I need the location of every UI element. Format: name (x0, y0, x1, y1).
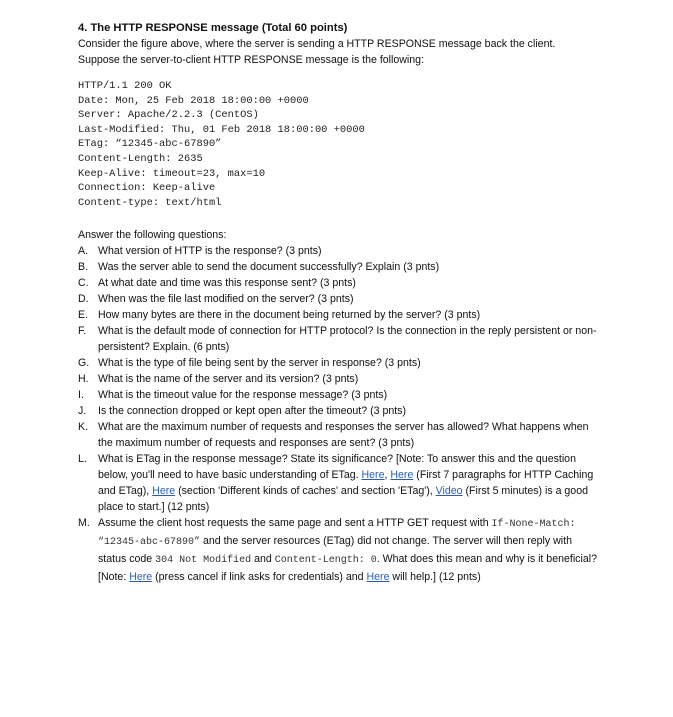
question-letter: K. (78, 421, 89, 434)
code-line: Server: Apache/2.2.3 (CentOS) (78, 109, 259, 122)
question-text: , (384, 469, 391, 482)
note-here-link-2[interactable]: Here (366, 571, 390, 584)
question-text: Is the connection dropped or kept open after the timeout? (3 pnts) (98, 405, 406, 418)
question-item-304 (78, 515, 598, 585)
question-text: will help.] (12 pnts) (389, 571, 481, 584)
http-response-code-block (78, 79, 598, 210)
answer-heading: Answer the following questions: (78, 229, 227, 242)
section-title: 4. The HTTP RESPONSE message (Total 60 points) (78, 22, 348, 34)
code-line: Keep-Alive: timeout=23, max=10 (78, 167, 266, 180)
intro-line: Consider the figure above, where the server is sending a HTTP RESPONSE message back the client. (78, 38, 556, 50)
question-text: What is the timeout value for the response message? (3 pnts) (98, 389, 388, 402)
etag-here-link-1[interactable]: Here (361, 469, 385, 482)
intro-line: Suppose the server-to-client HTTP RESPONSE message is the following: (78, 54, 425, 66)
question-item (78, 275, 598, 291)
etag-here-link-3[interactable]: Here (152, 485, 176, 498)
question-item (78, 259, 598, 275)
question-letter: F. (78, 325, 87, 338)
question-text: How many bytes are there in the document being returned by the server? (3 pnts) (98, 309, 481, 322)
question-item (78, 403, 598, 419)
question-letter: D. (78, 293, 89, 306)
code-line: Connection: Keep-alive (78, 182, 216, 195)
question-text: (section 'Different kinds of caches' and section 'ETag'), (175, 485, 436, 498)
question-text: When was the file last modified on the server? (3 pnts) (98, 293, 354, 306)
question-text: (First 7 paragraphs for HTTP Caching and ETag), (98, 469, 594, 498)
question-item (78, 291, 598, 307)
question-text: What version of HTTP is the response? (3 pnts) (98, 245, 322, 258)
question-list (78, 243, 598, 585)
question-letter: A. (78, 245, 89, 258)
question-letter: C. (78, 277, 89, 290)
question-letter: M. (78, 517, 90, 530)
document-page (78, 20, 598, 585)
question-letter: I. (78, 389, 84, 402)
question-item (78, 387, 598, 403)
question-item (78, 355, 598, 371)
etag-video-link[interactable]: Video (435, 485, 463, 498)
code-line: ETag: “12345-abc-67890” (78, 138, 222, 151)
etag-here-link-2[interactable]: Here (390, 469, 414, 482)
code-line: HTTP/1.1 200 OK (78, 80, 172, 92)
question-text: and (251, 553, 275, 566)
question-letter: G. (78, 357, 90, 370)
code-line: Last-Modified: Thu, 01 Feb 2018 18:00:00 +0000 (78, 123, 365, 136)
question-text: Assume the client host requests the same page and sent a HTTP GET request with (98, 517, 492, 530)
code-line: Content-Length: 2635 (78, 152, 203, 165)
question-text: At what date and time was this response sent? (3 pnts) (98, 277, 356, 290)
question-letter: B. (78, 261, 89, 274)
question-text: and the server resources (ETag) did not change. The server will then reply with status code (98, 535, 572, 566)
status-code-304: 304 Not Modified (155, 555, 252, 567)
question-text: . What does this mean and why is it beneficial? [Note: (98, 553, 597, 584)
code-line: Date: Mon, 25 Feb 2018 18:00:00 +0000 (78, 94, 309, 107)
code-line: Content-type: text/html (78, 196, 222, 209)
question-letter: L. (78, 453, 87, 466)
question-text: What is the name of the server and its version? (3 pnts) (98, 373, 359, 386)
question-text: (press cancel if link asks for credentials) and (152, 571, 367, 584)
question-item (78, 307, 598, 323)
question-item-etag (78, 451, 598, 515)
question-text: (First 5 minutes) is a good place to start.] (12 pnts) (98, 485, 588, 514)
question-item (78, 243, 598, 259)
if-none-match-code: If-None-Match: “12345-abc-67890” (98, 519, 576, 549)
question-item (78, 323, 598, 355)
question-text: What is the type of file being sent by the server in response? (3 pnts) (98, 357, 421, 370)
content-length-code: Content-Length: 0 (274, 555, 377, 567)
question-letter: H. (78, 373, 89, 386)
question-text: Was the server able to send the document successfully? Explain (3 pnts) (98, 261, 440, 274)
question-text: What is the default mode of connection for HTTP protocol? Is the connection in the reply persistent or non-persistent? Explain. (6 pnts) (98, 325, 597, 354)
question-letter: E. (78, 309, 89, 322)
question-text: What is ETag in the response message? State its significance? [Note: To answer this and the question below, you'll need to have basic understanding of ETag. (98, 453, 576, 482)
question-text: What are the maximum number of requests and responses the server has allowed? What happens when the maximum number of requests and responses are sent? (3 pnts) (98, 421, 589, 450)
question-item (78, 371, 598, 387)
note-here-link-1[interactable]: Here (129, 571, 153, 584)
question-letter: J. (78, 405, 87, 418)
question-item (78, 419, 598, 451)
